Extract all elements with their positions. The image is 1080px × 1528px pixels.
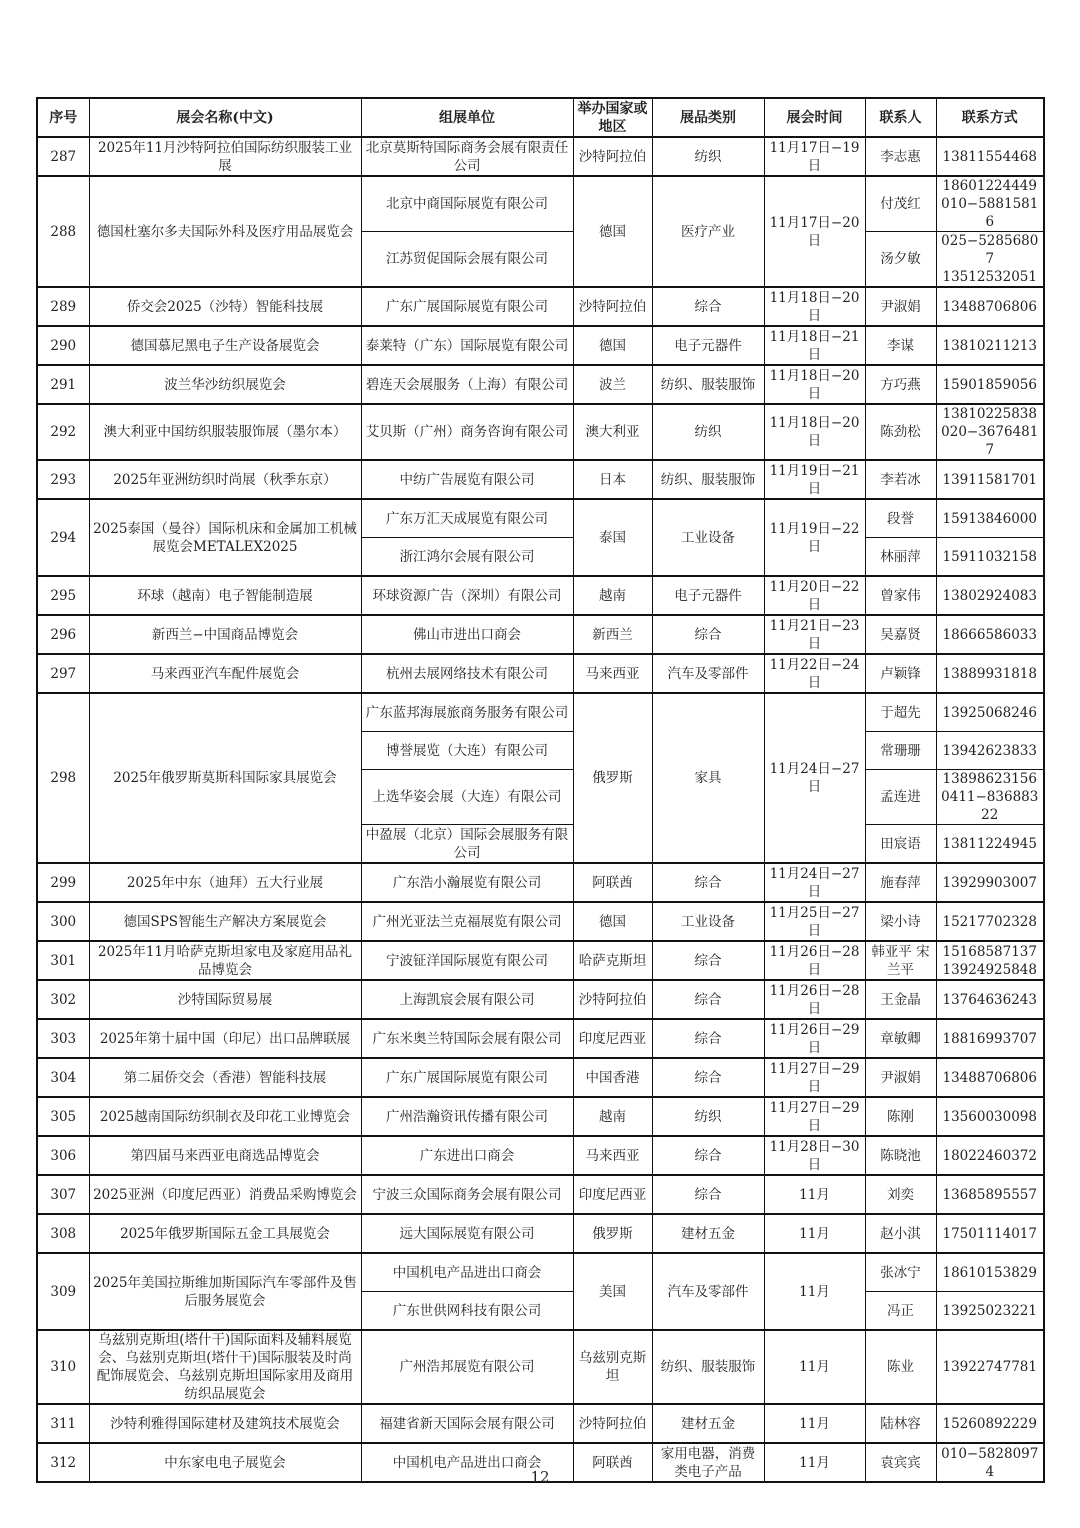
product-category: 纺织 [652, 137, 764, 176]
organizer: 广东万汇天成展览有限公司 [361, 499, 573, 538]
contact-phone: 13488706806 [936, 1058, 1044, 1097]
host-country: 德国 [573, 176, 652, 287]
host-country: 乌兹别克斯坦 [573, 1330, 652, 1404]
exhibition-name: 2025年11月哈萨克斯坦家电及家庭用品礼品博览会 [89, 941, 361, 980]
contact-person: 李若冰 [865, 460, 936, 499]
host-country: 俄罗斯 [573, 693, 652, 863]
host-country: 美国 [573, 1253, 652, 1330]
product-category: 工业设备 [652, 902, 764, 941]
header-organizer: 组展单位 [361, 98, 573, 137]
table-row [37, 1097, 1044, 1136]
organizer: 宁波三众国际商务会展有限公司 [361, 1175, 573, 1214]
header-phone: 联系方式 [936, 98, 1044, 137]
product-category: 医疗产业 [652, 176, 764, 287]
contact-phone: 15911032158 [936, 538, 1044, 577]
table-body [37, 137, 1044, 1482]
exhibition-time: 11月20日−22日 [764, 576, 865, 615]
organizer: 广东蓝邦海展旅商务服务有限公司 [361, 693, 573, 732]
row-number: 299 [37, 863, 89, 902]
exhibition-time: 11月25日−27日 [764, 902, 865, 941]
product-category: 家具 [652, 693, 764, 863]
host-country: 马来西亚 [573, 1136, 652, 1175]
contact-phone: 15913846000 [936, 499, 1044, 538]
exhibition-name: 2025年第十届中国（印尼）出口品牌联展 [89, 1019, 361, 1058]
organizer: 中国机电产品进出口商会 [361, 1253, 573, 1292]
contact-person: 袁宾宾 [865, 1443, 936, 1482]
contact-person: 孟连进 [865, 770, 936, 825]
organizer: 泰莱特（广东）国际展览有限公司 [361, 326, 573, 365]
product-category: 纺织 [652, 1097, 764, 1136]
host-country: 马来西亚 [573, 654, 652, 693]
organizer: 中盈展（北京）国际会展服务有限公司 [361, 825, 573, 864]
table-row [37, 980, 1044, 1019]
contact-phone: 18022460372 [936, 1136, 1044, 1175]
exhibition-name: 德国SPS智能生产解决方案展览会 [89, 902, 361, 941]
host-country: 泰国 [573, 499, 652, 576]
row-number: 304 [37, 1058, 89, 1097]
table-row [37, 1214, 1044, 1253]
product-category: 综合 [652, 615, 764, 654]
contact-phone: 13488706806 [936, 287, 1044, 326]
host-country: 印度尼西亚 [573, 1175, 652, 1214]
row-number: 302 [37, 980, 89, 1019]
product-category: 汽车及零部件 [652, 654, 764, 693]
contact-person: 李志惠 [865, 137, 936, 176]
host-country: 德国 [573, 902, 652, 941]
product-category: 纺织、服装服饰 [652, 1330, 764, 1404]
product-category: 纺织 [652, 404, 764, 460]
table-row [37, 615, 1044, 654]
contact-person: 段誉 [865, 499, 936, 538]
exhibition-name: 2025亚洲（印度尼西亚）消费品采购博览会 [89, 1175, 361, 1214]
contact-phone: 13811554468 [936, 137, 1044, 176]
exhibition-name: 第二届侨交会（香港）智能科技展 [89, 1058, 361, 1097]
host-country: 新西兰 [573, 615, 652, 654]
contact-phone: 17501114017 [936, 1214, 1044, 1253]
row-number: 310 [37, 1330, 89, 1404]
contact-phone: 13685895557 [936, 1175, 1044, 1214]
host-country: 沙特阿拉伯 [573, 287, 652, 326]
table-row [37, 1058, 1044, 1097]
contact-phone: 13929903007 [936, 863, 1044, 902]
row-number: 301 [37, 941, 89, 980]
organizer: 广东广展国际展览有限公司 [361, 287, 573, 326]
table-row [37, 1136, 1044, 1175]
contact-person: 尹淑娟 [865, 1058, 936, 1097]
exhibition-time: 11月 [764, 1330, 865, 1404]
product-category: 综合 [652, 1175, 764, 1214]
contact-phone: 13922747781 [936, 1330, 1044, 1404]
organizer: 广东米奥兰特国际会展有限公司 [361, 1019, 573, 1058]
header-category: 展品类别 [652, 98, 764, 137]
contact-person: 卢颖锋 [865, 654, 936, 693]
exhibition-time: 11月26日−28日 [764, 980, 865, 1019]
row-number: 312 [37, 1443, 89, 1482]
exhibition-time: 11月 [764, 1214, 865, 1253]
contact-person: 陈业 [865, 1330, 936, 1404]
exhibition-table [36, 97, 1045, 1483]
contact-person: 林丽萍 [865, 538, 936, 577]
product-category: 工业设备 [652, 499, 764, 576]
exhibition-name: 德国杜塞尔多夫国际外科及医疗用品展览会 [89, 176, 361, 287]
product-category: 电子元器件 [652, 326, 764, 365]
organizer: 碧连天会展服务（上海）有限公司 [361, 365, 573, 404]
organizer: 远大国际展览有限公司 [361, 1214, 573, 1253]
table-row [37, 1175, 1044, 1214]
organizer: 广州光亚法兰克福展览有限公司 [361, 902, 573, 941]
row-number: 293 [37, 460, 89, 499]
table-row [37, 365, 1044, 404]
table-row [37, 326, 1044, 365]
exhibition-time: 11月19日−21日 [764, 460, 865, 499]
table-row [37, 404, 1044, 460]
contact-phone: 18610153829 [936, 1253, 1044, 1292]
header-name: 展会名称(中文) [89, 98, 361, 137]
exhibition-name: 2025泰国（曼谷）国际机床和金属加工机械展览会METALEX2025 [89, 499, 361, 576]
table-row [37, 863, 1044, 902]
organizer: 上海凯宸会展有限公司 [361, 980, 573, 1019]
contact-person: 付茂红 [865, 176, 936, 232]
exhibition-name: 2025年亚洲纺织时尚展（秋季东京） [89, 460, 361, 499]
product-category: 汽车及零部件 [652, 1253, 764, 1330]
exhibition-name: 2025年俄罗斯莫斯科国际家具展览会 [89, 693, 361, 863]
product-category: 综合 [652, 941, 764, 980]
product-category: 电子元器件 [652, 576, 764, 615]
row-number: 287 [37, 137, 89, 176]
exhibition-name: 澳大利亚中国纺织服装服饰展（墨尔本） [89, 404, 361, 460]
organizer: 中纺广告展览有限公司 [361, 460, 573, 499]
exhibition-name: 2025年11月沙特阿拉伯国际纺织服装工业展 [89, 137, 361, 176]
exhibition-time: 11月18日−20日 [764, 365, 865, 404]
row-number: 311 [37, 1404, 89, 1443]
organizer: 广东进出口商会 [361, 1136, 573, 1175]
contact-person: 刘奕 [865, 1175, 936, 1214]
exhibition-name: 2025年俄罗斯国际五金工具展览会 [89, 1214, 361, 1253]
exhibition-name: 乌兹别克斯坦(塔什干)国际面料及辅料展览会、乌兹别克斯坦(塔什干)国际服装及时尚配饰展览会、乌兹别克斯坦国际家用及商用纺织品展览会 [89, 1330, 361, 1404]
exhibition-time: 11月22日−24日 [764, 654, 865, 693]
organizer: 北京莫斯特国际商务会展有限责任公司 [361, 137, 573, 176]
row-number: 290 [37, 326, 89, 365]
exhibition-time: 11月 [764, 1404, 865, 1443]
contact-phone: 13925023221 [936, 1292, 1044, 1331]
host-country: 俄罗斯 [573, 1214, 652, 1253]
host-country: 哈萨克斯坦 [573, 941, 652, 980]
table-row [37, 1404, 1044, 1443]
contact-person: 梁小诗 [865, 902, 936, 941]
exhibition-time: 11月 [764, 1175, 865, 1214]
table-row [37, 1253, 1044, 1292]
contact-phone: 18816993707 [936, 1019, 1044, 1058]
exhibition-name: 环球（越南）电子智能制造展 [89, 576, 361, 615]
contact-phone: 13811224945 [936, 825, 1044, 864]
header-contact: 联系人 [865, 98, 936, 137]
organizer: 宁波钲洋国际展览有限公司 [361, 941, 573, 980]
host-country: 波兰 [573, 365, 652, 404]
organizer: 福建省新天国际会展有限公司 [361, 1404, 573, 1443]
row-number: 289 [37, 287, 89, 326]
exhibition-time: 11月 [764, 1253, 865, 1330]
organizer: 中国机电产品进出口商会 [361, 1443, 573, 1482]
product-category: 建材五金 [652, 1404, 764, 1443]
contact-person: 陆林容 [865, 1404, 936, 1443]
exhibition-time: 11月17日−20日 [764, 176, 865, 287]
row-number: 308 [37, 1214, 89, 1253]
exhibition-name: 波兰华沙纺织展览会 [89, 365, 361, 404]
header-country: 举办国家或地区 [573, 98, 652, 137]
contact-person: 王金晶 [865, 980, 936, 1019]
host-country: 沙特阿拉伯 [573, 137, 652, 176]
exhibition-name: 侨交会2025（沙特）智能科技展 [89, 287, 361, 326]
product-category: 综合 [652, 1058, 764, 1097]
contact-person: 于超先 [865, 693, 936, 732]
contact-person: 方巧燕 [865, 365, 936, 404]
contact-phone: 13802924083 [936, 576, 1044, 615]
exhibition-time: 11月17日−19日 [764, 137, 865, 176]
exhibition-name: 中东家电电子展览会 [89, 1443, 361, 1482]
contact-person: 田宸语 [865, 825, 936, 864]
organizer: 广东浩小瀚展览有限公司 [361, 863, 573, 902]
table-row [37, 287, 1044, 326]
contact-person: 韩亚平 宋兰平 [865, 941, 936, 980]
product-category: 纺织、服装服饰 [652, 460, 764, 499]
host-country: 印度尼西亚 [573, 1019, 652, 1058]
contact-person: 陈晓池 [865, 1136, 936, 1175]
row-number: 288 [37, 176, 89, 287]
contact-person: 常珊珊 [865, 732, 936, 770]
exhibition-time: 11月24日−27日 [764, 693, 865, 863]
contact-person: 赵小淇 [865, 1214, 936, 1253]
table-row [37, 576, 1044, 615]
row-number: 294 [37, 499, 89, 576]
product-category: 综合 [652, 980, 764, 1019]
organizer: 广州浩瀚资讯传播有限公司 [361, 1097, 573, 1136]
contact-phone: 13560030098 [936, 1097, 1044, 1136]
contact-phone: 18666586033 [936, 615, 1044, 654]
contact-phone: 13889931818 [936, 654, 1044, 693]
contact-person: 李谋 [865, 326, 936, 365]
host-country: 阿联酋 [573, 863, 652, 902]
exhibition-time: 11月26日−29日 [764, 1019, 865, 1058]
organizer: 北京中商国际展览有限公司 [361, 176, 573, 232]
host-country: 德国 [573, 326, 652, 365]
host-country: 中国香港 [573, 1058, 652, 1097]
host-country: 沙特阿拉伯 [573, 980, 652, 1019]
table-row [37, 902, 1044, 941]
exhibition-name: 沙特利雅得国际建材及建筑技术展览会 [89, 1404, 361, 1443]
contact-phone: 025−52856807 13512532051 [936, 232, 1044, 288]
exhibition-time: 11月24日−27日 [764, 863, 865, 902]
exhibition-name: 2025年中东（迪拜）五大行业展 [89, 863, 361, 902]
contact-phone: 13764636243 [936, 980, 1044, 1019]
contact-person: 吴嘉贤 [865, 615, 936, 654]
exhibition-time: 11月18日−20日 [764, 287, 865, 326]
row-number: 307 [37, 1175, 89, 1214]
host-country: 沙特阿拉伯 [573, 1404, 652, 1443]
organizer: 广东世供网科技有限公司 [361, 1292, 573, 1331]
organizer: 浙江鸿尔会展有限公司 [361, 538, 573, 577]
contact-phone: 13810211213 [936, 326, 1044, 365]
table-row [37, 1330, 1044, 1404]
exhibition-time: 11月27日−29日 [764, 1058, 865, 1097]
exhibition-time: 11月18日−21日 [764, 326, 865, 365]
exhibition-name: 新西兰−中国商品博览会 [89, 615, 361, 654]
host-country: 阿联酋 [573, 1443, 652, 1482]
table-row [37, 460, 1044, 499]
table-row [37, 499, 1044, 538]
organizer: 艾贝斯（广州）商务咨询有限公司 [361, 404, 573, 460]
contact-phone: 010−58280974 [936, 1443, 1044, 1482]
row-number: 305 [37, 1097, 89, 1136]
row-number: 291 [37, 365, 89, 404]
organizer: 广东广展国际展览有限公司 [361, 1058, 573, 1097]
contact-person: 章敏卿 [865, 1019, 936, 1058]
contact-phone: 13810225838 020−36764817 [936, 404, 1044, 460]
contact-phone: 15168587137 13924925848 [936, 941, 1044, 980]
table-row [37, 137, 1044, 176]
contact-person: 施春萍 [865, 863, 936, 902]
table-row [37, 654, 1044, 693]
contact-person: 曾家伟 [865, 576, 936, 615]
product-category: 纺织、服装服饰 [652, 365, 764, 404]
row-number: 309 [37, 1253, 89, 1330]
header-no: 序号 [37, 98, 89, 137]
contact-phone: 13925068246 [936, 693, 1044, 732]
exhibition-name: 2025越南国际纺织制衣及印花工业博览会 [89, 1097, 361, 1136]
exhibition-time: 11月28日−30日 [764, 1136, 865, 1175]
organizer: 佛山市进出口商会 [361, 615, 573, 654]
contact-person: 陈劲松 [865, 404, 936, 460]
exhibition-time: 11月27日−29日 [764, 1097, 865, 1136]
product-category: 综合 [652, 287, 764, 326]
exhibition-name: 马来西亚汽车配件展览会 [89, 654, 361, 693]
table-row [37, 1019, 1044, 1058]
row-number: 303 [37, 1019, 89, 1058]
table-row [37, 176, 1044, 232]
exhibition-name: 沙特国际贸易展 [89, 980, 361, 1019]
exhibition-time: 11月21日−23日 [764, 615, 865, 654]
row-number: 306 [37, 1136, 89, 1175]
product-category: 综合 [652, 1019, 764, 1058]
row-number: 300 [37, 902, 89, 941]
host-country: 澳大利亚 [573, 404, 652, 460]
contact-phone: 13911581701 [936, 460, 1044, 499]
exhibition-name: 2025年美国拉斯维加斯国际汽车零部件及售后服务展览会 [89, 1253, 361, 1330]
table-row [37, 941, 1044, 980]
organizer: 广州浩邦展览有限公司 [361, 1330, 573, 1404]
contact-person: 尹淑娟 [865, 287, 936, 326]
row-number: 296 [37, 615, 89, 654]
exhibition-name: 第四届马来西亚电商选品博览会 [89, 1136, 361, 1175]
row-number: 295 [37, 576, 89, 615]
contact-phone: 18601224449 010−58815816 [936, 176, 1044, 232]
contact-person: 汤夕敏 [865, 232, 936, 288]
organizer: 博誉展览（大连）有限公司 [361, 732, 573, 770]
product-category: 综合 [652, 863, 764, 902]
organizer: 上选华姿会展（大连）有限公司 [361, 770, 573, 825]
exhibition-time: 11月18日−20日 [764, 404, 865, 460]
host-country: 日本 [573, 460, 652, 499]
product-category: 综合 [652, 1136, 764, 1175]
exhibition-time: 11月26日−28日 [764, 941, 865, 980]
contact-phone: 15260892229 [936, 1404, 1044, 1443]
table-row [37, 693, 1044, 732]
contact-phone: 15901859056 [936, 365, 1044, 404]
contact-person: 冯正 [865, 1292, 936, 1331]
exhibition-name: 德国慕尼黑电子生产设备展览会 [89, 326, 361, 365]
contact-person: 陈刚 [865, 1097, 936, 1136]
contact-phone: 15217702328 [936, 902, 1044, 941]
contact-phone: 13942623833 [936, 732, 1044, 770]
product-category: 建材五金 [652, 1214, 764, 1253]
table-header [37, 98, 1044, 137]
host-country: 越南 [573, 576, 652, 615]
page-number: 12 [530, 1468, 550, 1486]
product-category: 家用电器，消费类电子产品 [652, 1443, 764, 1482]
organizer: 环球资源广告（深圳）有限公司 [361, 576, 573, 615]
exhibition-time: 11月 [764, 1443, 865, 1482]
contact-person: 张冰宁 [865, 1253, 936, 1292]
row-number: 298 [37, 693, 89, 863]
host-country: 越南 [573, 1097, 652, 1136]
exhibition-time: 11月19日−22日 [764, 499, 865, 576]
row-number: 297 [37, 654, 89, 693]
row-number: 292 [37, 404, 89, 460]
organizer: 杭州去展网络技术有限公司 [361, 654, 573, 693]
organizer: 江苏贸促国际会展有限公司 [361, 232, 573, 288]
header-time: 展会时间 [764, 98, 865, 137]
contact-phone: 13898623156 0411−83688322 [936, 770, 1044, 825]
